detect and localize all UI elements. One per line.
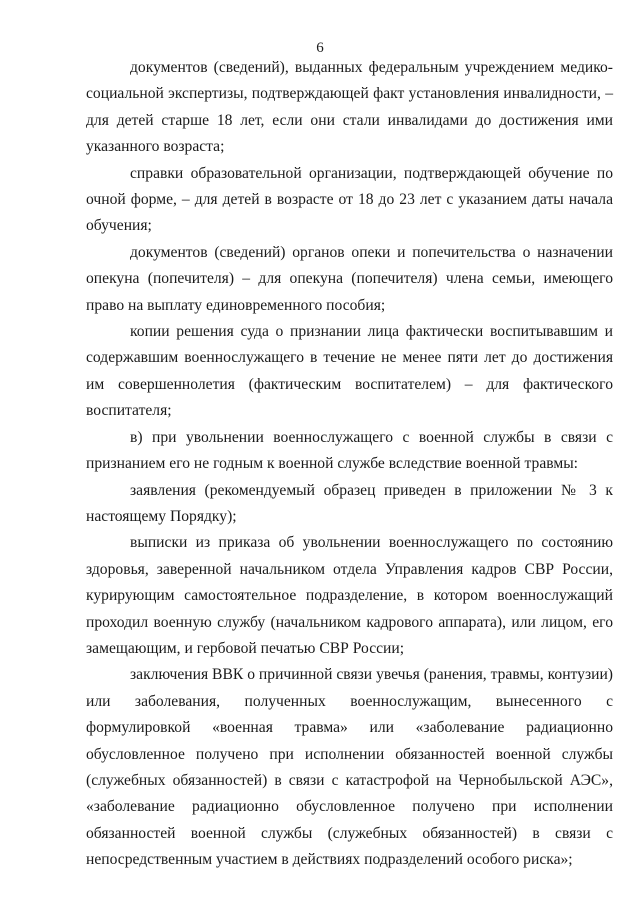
page-number: 6 xyxy=(316,40,324,56)
paragraph-medical-expertise-documents: документов (сведений), выданных федеральным учреждением медико-социальной экспертизы, подтверждающей факт установления инвалидности, – для детей старше 18 лет, если они стали инвалидами до достижения ими указанного возраста; xyxy=(86,59,613,156)
paragraph-application: заявления (рекомендуемый образец приведен в приложении № 3 к настоящему Порядку); xyxy=(86,481,613,525)
paragraph-guardianship-documents: документов (сведений) органов опеки и попечительства о назначении опекуна (попечителя) – для опекуна (попечителя) члена семьи, имеющего право на выплату единовременного пособия; xyxy=(86,243,613,314)
paragraph-dismissal-order-extract: выписки из приказа об увольнении военнослужащего по состоянию здоровья, заверенной начальником отдела Управления кадров СВР России, курирующим самостоятельное подразделение, в котором военнослужащий проходил военную службу (начальником кадрового аппарата), или лицом, его замещающим, и гербовой печатью СВР России; xyxy=(86,534,613,657)
paragraph-education-certificate: справки образовательной организации, подтверждающей обучение по очной форме, – для детей в возрасте от 18 до 23 лет с указанием даты начала обучения; xyxy=(86,164,613,235)
paragraph-vvk-conclusion: заключения ВВК о причинной связи увечья (ранения, травмы, контузии) или заболевания, полученных военнослужащим, вынесенного с формулировкой «военная травма» или «заболевание радиационно обусловленное получено при исполнении обязанностей военной службы (служебных обязанностей) в связи с катастрофой на Чернобыльской АЭС», «заболевание радиационно обусловленное получено при исполнении обязанностей военной службы (служебных обязанностей) в связи с непосредственным участием в действиях подразделений особого риска»; xyxy=(86,666,613,869)
paragraph-court-decision-copy: копии решения суда о признании лица фактически воспитывавшим и содержавшим военнослужащего в течение не менее пяти лет до достижения им совершеннолетия (фактическим воспитателем) – для фактического воспитателя; xyxy=(86,323,613,420)
paragraph-item-v-dismissal: в) при увольнении военнослужащего с военной службы в связи с признанием его не годным к военной службе вследствие военной травмы: xyxy=(86,428,613,473)
document-body xyxy=(86,55,613,874)
